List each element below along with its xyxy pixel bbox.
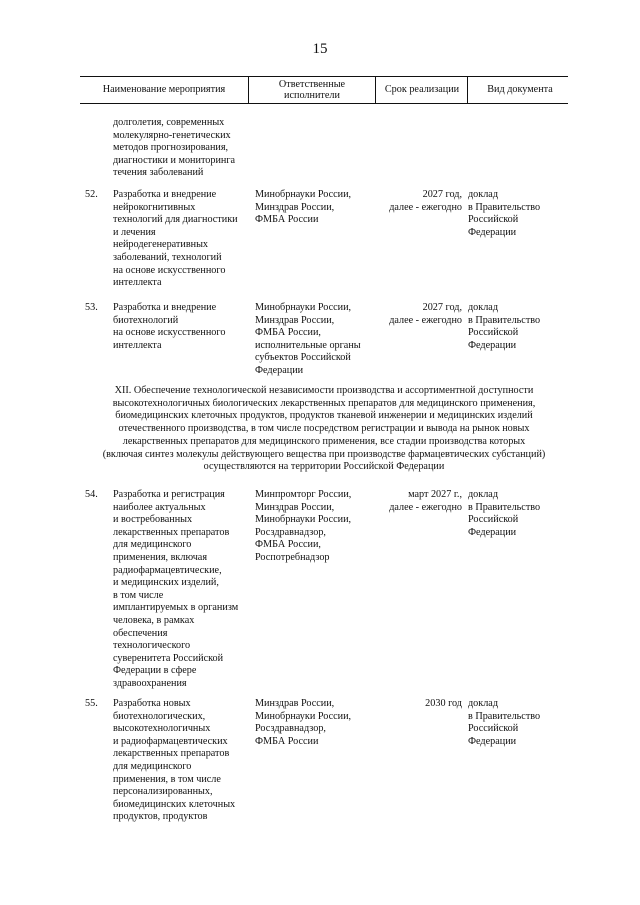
row-number: 55.	[85, 698, 98, 709]
page-number: 15	[312, 41, 328, 57]
column-header-document: Вид документа	[487, 84, 553, 96]
cell-responsible: Минпромторг России, Минздрав России, Минобрнауки России, Росздравнадзор, ФМБА России, Роспотребнадзор	[255, 489, 352, 563]
header-divider	[248, 76, 249, 103]
column-header-term: Срок реализации	[384, 84, 460, 96]
cell-responsible: Минздрав России, Минобрнауки России, Росздравнадзор, ФМБА России	[255, 698, 352, 747]
row-number: 53.	[85, 302, 98, 313]
cell-term: 2027 год, далее - ежегодно	[389, 189, 462, 213]
row-number: 54.	[85, 489, 98, 500]
cell-responsible: Минобрнауки России, Минздрав России, ФМБА России	[255, 189, 352, 226]
cell-document: доклад в Правительство Российской Федерации	[468, 698, 541, 747]
section-heading: XII. Обеспечение технологической независимости производства и ассортиментной доступности высокотехнологичных биологических лекарственных препаратов для медицинского применения, биомедицинских клеточных продуктов, продуктов тканевой инженерии и медицинских изделий отечественного производства, в том числе посредством регистрации и вывода на рынок новых лекарственных препаратов для медицинского применения, все стадии производства которых (включая синтез молекулы действующего вещества при производстве фармацевтических субстанций) осуществляются на территории Российской Федерации	[102, 385, 546, 473]
cell-name: Разработка и внедрение нейрокогнитивных технологий для диагностики и лечения нейродегенеративных заболеваний, технологий на основе искусственного интеллекта	[113, 189, 238, 289]
cell-name: Разработка и регистрация наиболее актуальных и востребованных лекарственных препаратов для медицинского применения, включая радиофармацевтические, и медицинских изделий, в том числе имплантируемых в организм человека, в рамках обеспечения технологического суверенитета Российской Федерации в сфере здравоохранения	[113, 489, 239, 689]
cell-document: доклад в Правительство Российской Федерации	[468, 189, 541, 238]
cell-document: доклад в Правительство Российской Федерации	[468, 489, 541, 538]
column-header-name: Наименование мероприятия	[102, 84, 226, 96]
cell-term: 2030 год	[425, 698, 462, 709]
cell-document: доклад в Правительство Российской Федерации	[468, 302, 541, 351]
cell-term: 2027 год, далее - ежегодно	[389, 302, 462, 326]
header-bottom-rule	[80, 103, 568, 104]
continuation-cell-name: долголетия, современных молекулярно-генетических методов прогнозирования, диагностики и мониторинга течения заболеваний	[113, 117, 236, 179]
cell-responsible: Минобрнауки России, Минздрав России, ФМБА России, исполнительные органы субъектов Российской Федерации	[255, 302, 361, 376]
cell-name: Разработка и внедрение биотехнологий на основе искусственного интеллекта	[113, 302, 226, 351]
cell-name: Разработка новых биотехнологических, высокотехнологичных и радиофармацевтических лекарственных препаратов для медицинского применения, в том числе персонализированных, биомедицинских клеточных продуктов, продуктов	[113, 698, 236, 823]
cell-term: март 2027 г., далее - ежегодно	[389, 489, 462, 513]
row-number: 52.	[85, 189, 98, 200]
column-header-responsible: Ответственные исполнители	[278, 78, 346, 101]
